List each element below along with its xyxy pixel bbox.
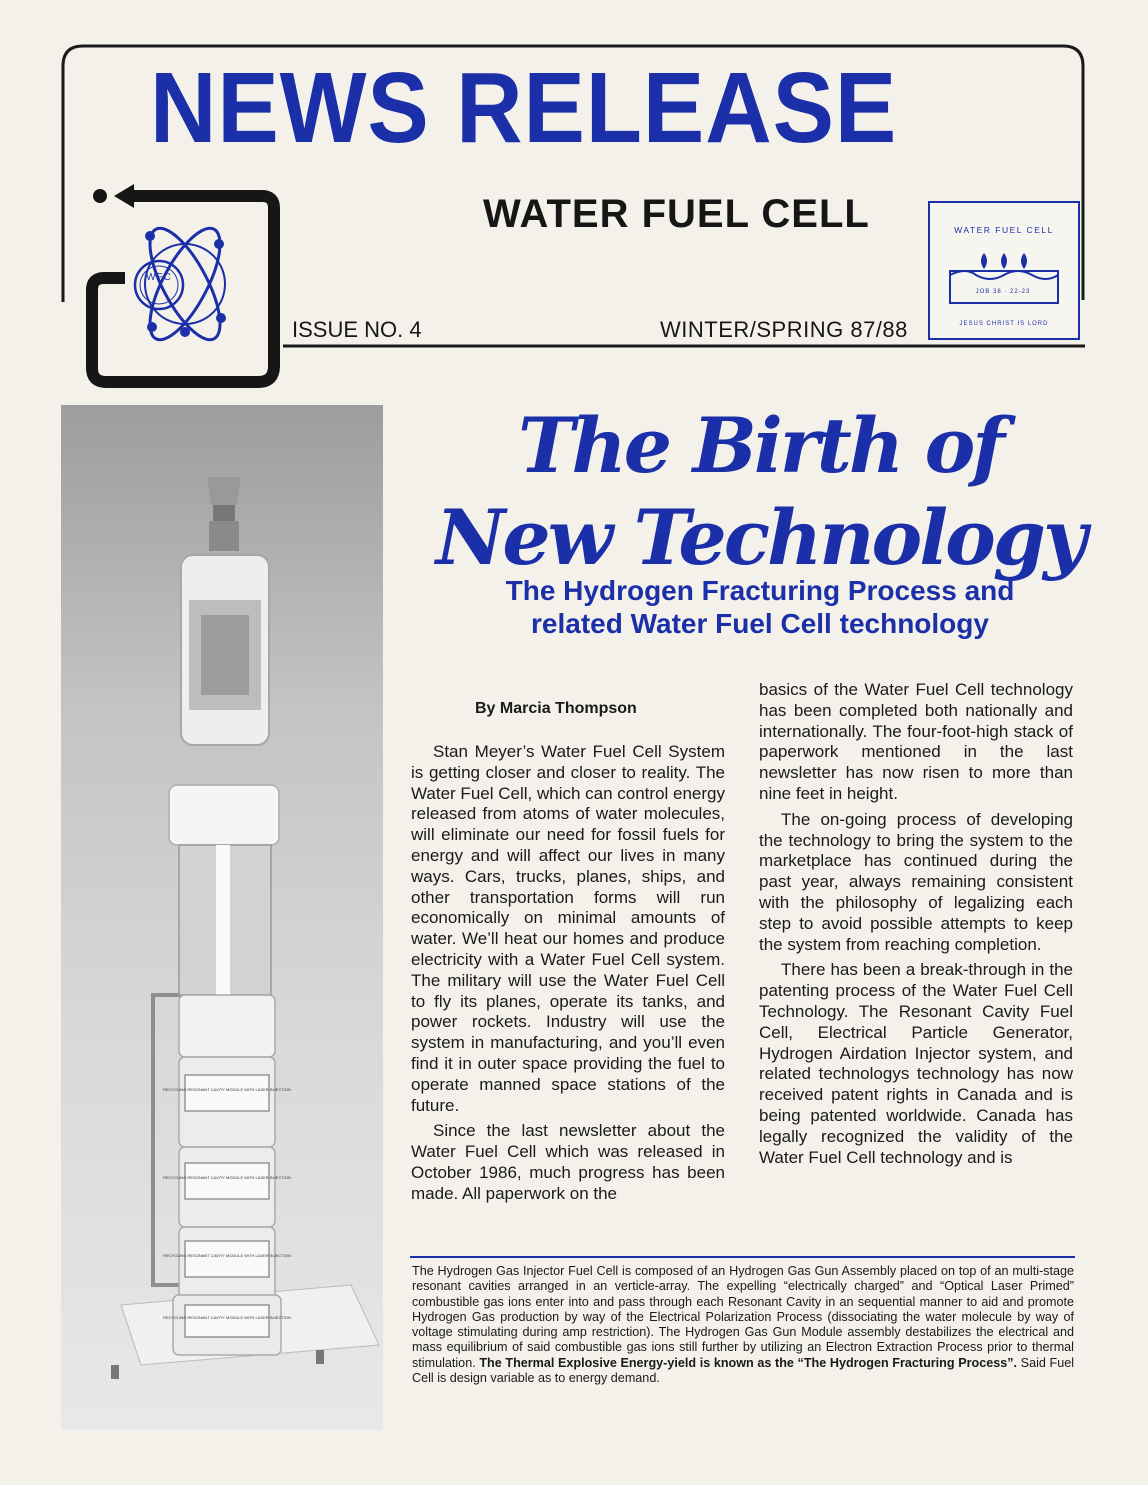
water-fuel-cell-stamp	[928, 201, 1080, 340]
fuel-cell-stack-image	[61, 405, 383, 1430]
article-paragraph: The on-going process of developing the technology to bring the system to the marketplace has continued during the past year, always remaining consistent with the philosophy of legalizing each step to avoid possible attempts to keep the system from reaching completion.	[759, 809, 1073, 954]
article-paragraph: basics of the Water Fuel Cell technology has been completed both nationally and internationally. The four-foot-high stack of paperwork mentioned in the last newsletter has now risen to more than nine feet in height.	[759, 680, 1073, 803]
article-byline: By Marcia Thompson	[475, 700, 637, 717]
article-title-line-2: New Technology	[435, 493, 1085, 582]
stamp-bottom-text: JESUS CHRIST IS LORD	[959, 321, 1049, 327]
article-deck	[420, 574, 1100, 640]
cavity-label-4: RECYCLING RESONANT CAVITY MODULE WITH LASER INJECTION	[163, 1315, 291, 1320]
article-title-line-1: The Birth of	[518, 401, 1002, 490]
flame-cake-icon	[946, 251, 1062, 307]
wfc-atom-logo-icon	[128, 214, 242, 354]
fuel-cell-photo	[61, 405, 383, 1430]
wfc-logo-label: WFC	[146, 272, 172, 283]
issue-season: WINTER/SPRING 87/88	[660, 317, 908, 342]
article-paragraph: There has been a break-through in the patenting process of the Water Fuel Cell Technology. The Resonant Cavity Fuel Cell, Electrical Particle Generator, Hydrogen Airdation Injector system, and related technologys technology has now received patent rights in Canada and is being patented worldwide. Canada has legally recognized the validity of the Water Fuel Cell technology and is	[759, 960, 1073, 1167]
photo-caption	[412, 1264, 1074, 1386]
caption-tail-text: Said Fuel Cell is design variable as to energy demand.	[412, 1355, 1075, 1386]
article-paragraph: Stan Meyer’s Water Fuel Cell System is getting closer and closer to reality. The Water Fuel Cell, which can control energy released from atoms of water molecules, will eliminate our need for fossil fuels for energy and will affect our lives in many ways. Cars, trucks, planes, ships, and other transportation forms will run economically on minimal amounts of water. We’ll heat our homes and produce electricity with a Water Fuel Cell system. The military will use the Water Fuel Cell to fly its planes, operate its tanks, and power rockets. Industry will use the system in manufacturing, and you’ll even find it in outer space providing the fuel to operate manned space stations of the future.	[411, 742, 726, 1115]
issue-number: ISSUE NO. 4	[292, 317, 422, 342]
article-paragraph: Since the last newsletter about the Water Fuel Cell which was released in October 1986, much progress has been made. All paperwork on the	[411, 1121, 725, 1203]
cavity-label-3: RECYCLING RESONANT CAVITY MODULE WITH LASER INJECTION	[163, 1253, 291, 1258]
caption-bold-text: The Thermal Explosive Energy-yield is known as the “The Hydrogen Fracturing Process”.	[479, 1355, 1018, 1370]
masthead-title: NEWS RELEASE	[150, 52, 898, 164]
article-column-2	[759, 680, 1073, 1168]
article-column-1	[411, 742, 725, 1205]
stamp-top-text: WATER FUEL CELL	[954, 225, 1054, 235]
article-deck-line-2: related Water Fuel Cell technology	[531, 608, 989, 639]
caption-divider	[410, 1256, 1075, 1258]
article-deck-line-1: The Hydrogen Fracturing Process and	[505, 575, 1015, 606]
publication-subtitle: WATER FUEL CELL	[483, 192, 870, 236]
cavity-label-2: RECYCLING RESONANT CAVITY MODULE WITH LASER INJECTION	[163, 1175, 291, 1180]
cavity-label-1: RECYCLING RESONANT CAVITY MODULE WITH LASER INJECTION	[163, 1087, 291, 1092]
stamp-scripture-reference: JOB 38 · 22-23	[975, 289, 1031, 295]
article-title	[420, 400, 1100, 584]
caption-text: The Hydrogen Gas Injector Fuel Cell is composed of an Hydrogen Gas Gun Assembly placed on top of an multi-stage resonant cavities arranged in an verticle-array. The expelling “electrically charged” and “Optical Laser Primed” combustible gas ions enter into and pass through each Resonant Cavity in an sequential manner to aid and promote Hydrogen Gas production by way of the Electrical Polarization Process (dissociating the water molecule by way of voltage stimulating during amp restriction). The Hydrogen Gas Gun Module assembly destabilizes the electrical and mass equilibrium of said combustible gas ions still further by utilizing an Electron Extraction Process prior to thermal stimulation.	[412, 1264, 1074, 1370]
